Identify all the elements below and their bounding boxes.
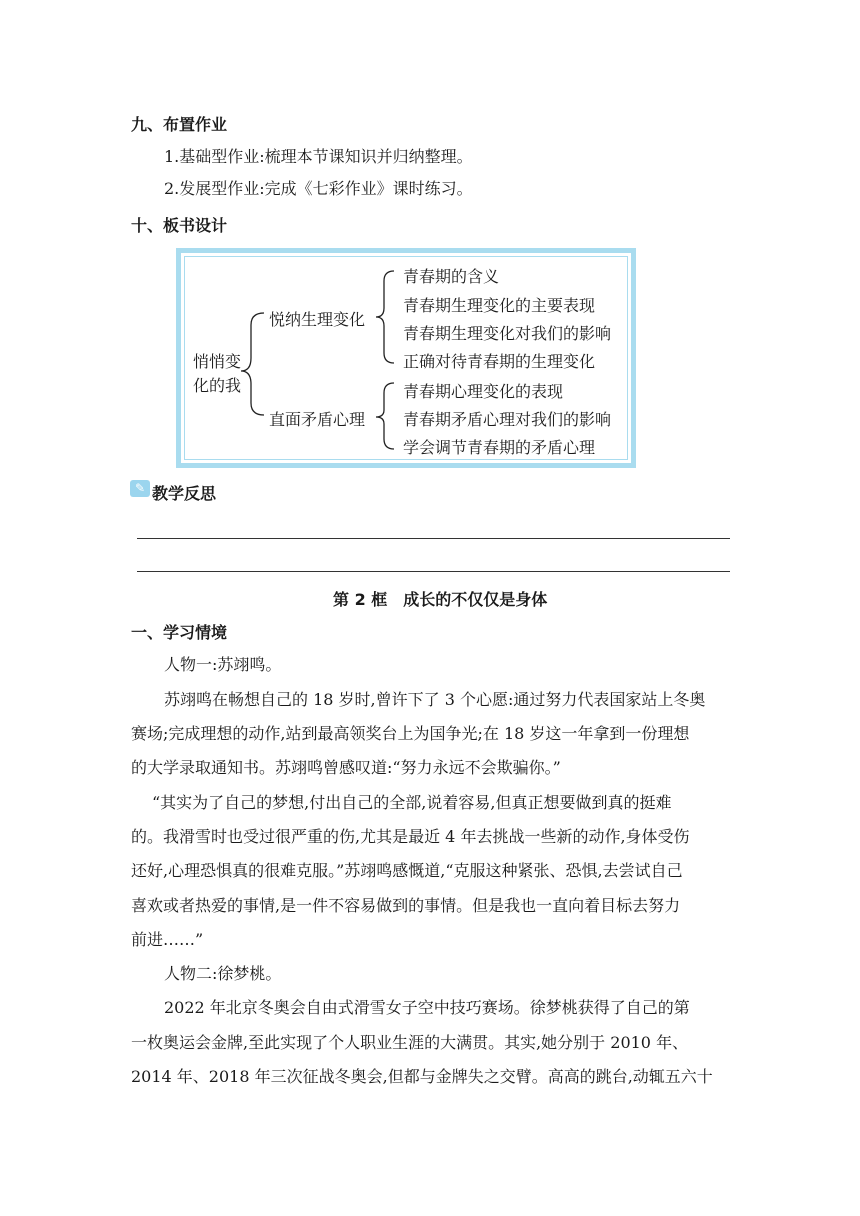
board-branch1-item: 青春期生理变化对我们的影响 — [403, 324, 612, 343]
board-branch1-item: 青春期生理变化的主要表现 — [403, 296, 596, 315]
board-root-line1: 悄悄变 — [193, 352, 242, 371]
board-branch2-item: 学会调节青春期的矛盾心理 — [403, 438, 596, 457]
board-branch1-item: 正确对待青春期的生理变化 — [403, 352, 596, 371]
board-branch2-item: 青春期矛盾心理对我们的影响 — [403, 410, 612, 429]
reflection-line-1 — [137, 538, 730, 539]
body-line: 人物二:徐梦桃。 — [164, 964, 282, 983]
board-branch2-item: 青春期心理变化的表现 — [403, 382, 564, 401]
body-line: 一枚奥运会金牌,至此实现了个人职业生涯的大满贯。其实,她分别于 2010 年、 — [131, 1033, 689, 1052]
lesson-title: 第 2 框 成长的不仅仅是身体 — [333, 590, 548, 609]
board-branch2-label: 直面矛盾心理 — [269, 410, 366, 429]
body-line: 喜欢或者热爱的事情,是一件不容易做到的事情。但是我也一直向着目标去努力 — [131, 896, 681, 915]
body-line: 人物一:苏翊鸣。 — [164, 655, 282, 674]
board-branch1-label: 悦纳生理变化 — [269, 310, 366, 329]
body-line: 还好,心理恐惧真的很难克服。”苏翊鸣感慨道,“克服这种紧张、恐惧,去尝试自己 — [131, 861, 683, 880]
body-line: 苏翊鸣在畅想自己的 18 岁时,曾许下了 3 个心愿:通过努力代表国家站上冬奥 — [164, 690, 706, 709]
body-line: 2014 年、2018 年三次征战冬奥会,但都与金牌失之交臂。高高的跳台,动辄五六十 — [131, 1067, 713, 1086]
board-root-line2: 化的我 — [193, 376, 242, 395]
board-design-box — [176, 248, 636, 468]
board-branch1-item: 青春期的含义 — [403, 267, 500, 286]
body-line: 前进……” — [131, 930, 204, 949]
homework-item-2: 2.发展型作业:完成《七彩作业》课时练习。 — [164, 179, 473, 198]
reflection-line-2 — [137, 571, 730, 572]
body-line: 2022 年北京冬奥会自由式滑雪女子空中技巧赛场。徐梦桃获得了自己的第 — [164, 998, 690, 1017]
body-line: 赛场;完成理想的动作,站到最高领奖台上为国争光;在 18 岁这一年拿到一份理想 — [131, 724, 690, 743]
reflection-badge-icon: ✎ — [130, 480, 150, 497]
board-heading: 十、板书设计 — [131, 216, 228, 235]
body-line: 的。我滑雪时也受过很严重的伤,尤其是最近 4 年去挑战一些新的动作,身体受伤 — [131, 827, 690, 846]
homework-heading: 九、布置作业 — [131, 115, 228, 134]
body-line: 的大学录取通知书。苏翊鸣曾感叹道:“努力永远不会欺骗你。” — [131, 758, 561, 777]
body-line: “其实为了自己的梦想,付出自己的全部,说着容易,但真正想要做到真的挺难 — [152, 793, 672, 812]
reflection-heading: 教学反思 — [152, 484, 217, 503]
section-heading: 一、学习情境 — [131, 623, 228, 642]
homework-item-1: 1.基础型作业:梳理本节课知识并归纳整理。 — [164, 147, 473, 166]
